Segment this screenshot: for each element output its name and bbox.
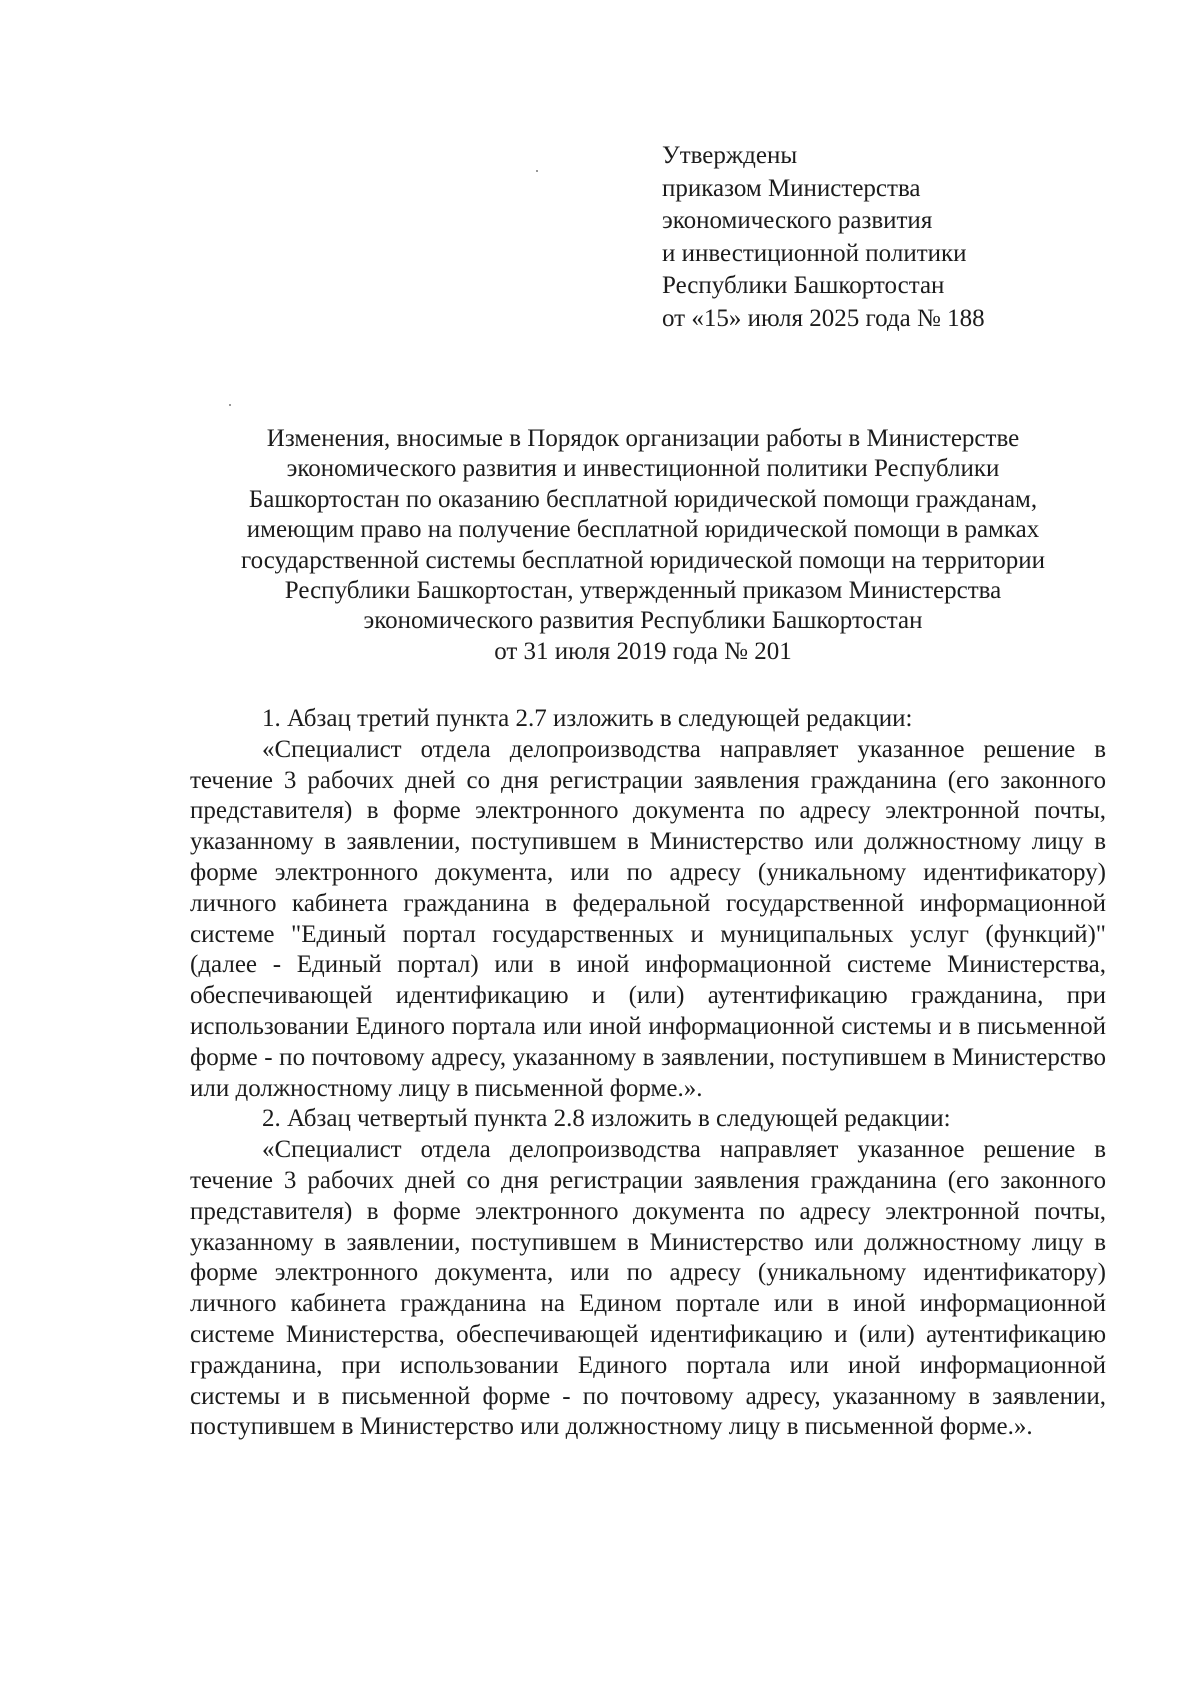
title-line: Изменения, вносимые в Порядок организации работы в Министерстве	[266, 425, 1020, 452]
scan-speck	[536, 170, 538, 172]
approval-line: Республики Башкортостан	[662, 272, 945, 299]
item-1-heading: 1. Абзац третий пункта 2.7 изложить в следующей редакции:	[262, 705, 913, 732]
document-body	[190, 704, 1106, 1443]
title-line: государственной системы бесплатной юридической помощи на территории	[241, 546, 1045, 574]
title-line: имеющим право на получение бесплатной юридической помощи в рамках	[246, 516, 1040, 544]
approval-stamp-block	[662, 140, 985, 335]
item-1-text: «Специалист отдела делопроизводства направляет указанное решение в течение 3 рабочих дней со дня регистрации заявления гражданина (его законного представителя) в форме электронного документа по адресу электронной почты, указанному в заявлении, поступившем в Министерство или должностному лицу в форме электронного документа, или по адресу (уникальному идентификатору) личного кабинета гражданина в федеральной государственной информационной системе "Единый портал государственных и муниципальных услуг (функций)" (далее - Единый портал) или в иной информационной системе Министерства, обеспечивающей идентификацию и (или) аутентификацию гражданина, при использовании Единого портала или иной информационной системы и в письменной форме - по почтовому адресу, указанному в заявлении, поступившем в Министерство или должностному лицу в письменной форме.».	[190, 735, 1106, 1102]
title-line: экономического развития Республики Башкортостан	[363, 607, 923, 635]
item-2-heading: 2. Абзац четвертый пункта 2.8 изложить в следующей редакции:	[262, 1105, 951, 1133]
scan-speck	[229, 404, 231, 406]
item-2-text: «Специалист отдела делопроизводства направляет указанное решение в течение 3 рабочих дней со дня регистрации заявления гражданина (его законного представителя) в форме электронного документа по адресу электронной почты, указанному в заявлении, поступившем в Министерство или должностному лицу в форме электронного документа, или по адресу (уникальному идентификатору) личного кабинета гражданина на Едином портале или в иной информационной системе Министерства, обеспечивающей идентификацию и (или) аутентификацию гражданина, при использовании Единого портала или иной информационной системы и в письменной форме - по почтовому адресу, указанному в заявлении, поступившем в Министерство или должностному лицу в письменной форме.».	[190, 1136, 1106, 1441]
approval-line: экономического развития	[662, 207, 933, 234]
title-line: Башкортостан по оказанию бесплатной юридической помощи гражданам,	[248, 485, 1038, 513]
approval-line: Утверждены	[662, 142, 798, 169]
title-line: Республики Башкортостан, утвержденный приказом Министерства	[284, 577, 1002, 605]
approval-line: и инвестиционной политики	[662, 239, 967, 267]
title-line: экономического развития и инвестиционной политики Республики	[286, 455, 1000, 483]
title-line: от 31 июля 2019 года № 201	[494, 637, 792, 665]
approval-line: приказом Министерства	[662, 174, 921, 202]
document-title	[180, 424, 1106, 667]
approval-line: от «15» июля 2025 года № 188	[662, 304, 985, 332]
